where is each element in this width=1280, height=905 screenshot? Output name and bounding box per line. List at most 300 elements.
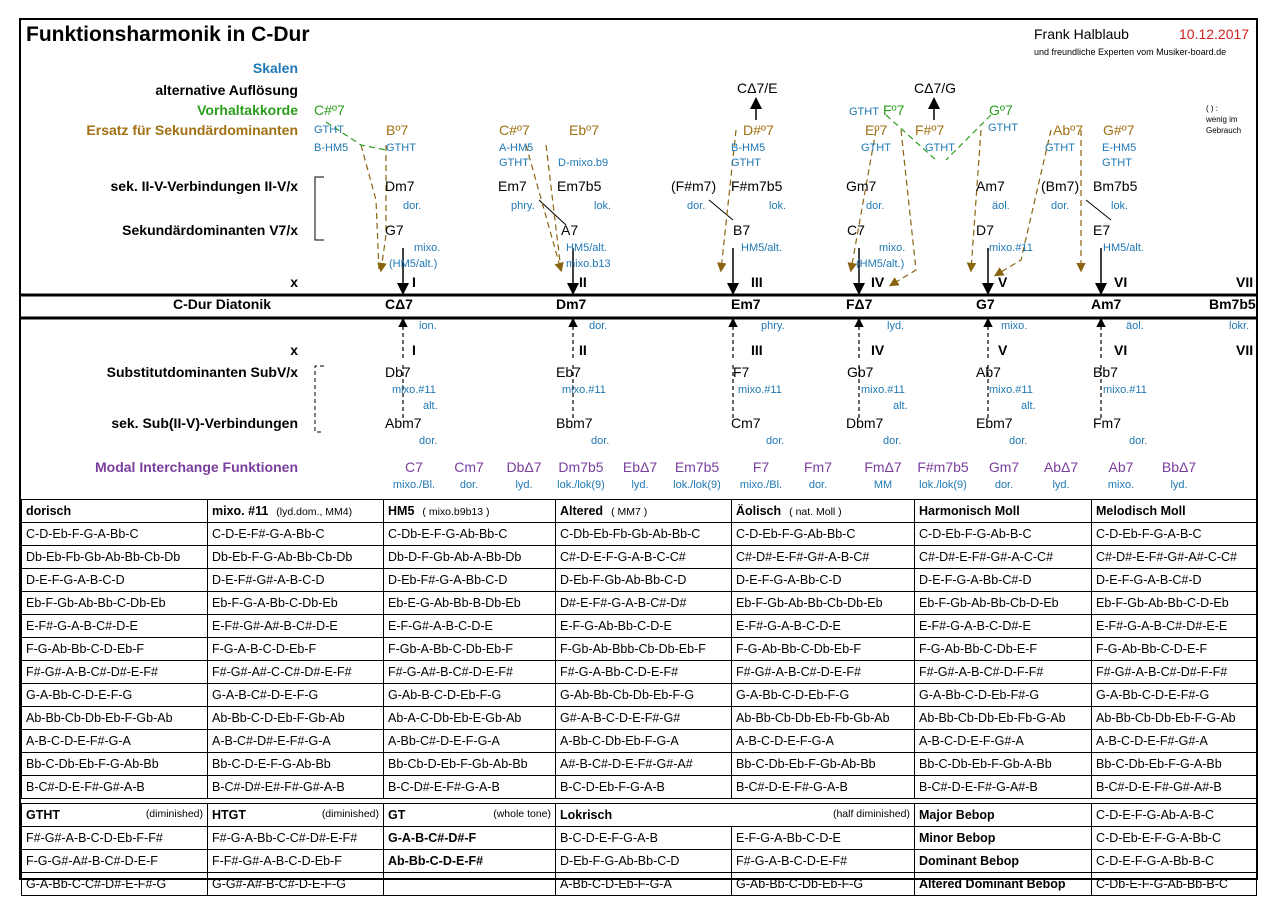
scale-ahm5: A-HM5 [499, 142, 534, 154]
scale-cell: F-G-Ab-Bb-C-Db-E-F [915, 638, 1092, 661]
table-row [22, 546, 1257, 569]
scale-cell: B-C#-D-E-F#-G-A-B [732, 776, 915, 799]
scale-cell: F#-G#-A#-C-C#-D#-E-F# [208, 661, 384, 684]
scale-gtht3: GTHT [499, 157, 529, 169]
chord-em7b5: Em7b5 [557, 178, 602, 194]
scale-header [208, 500, 384, 523]
scale-gtht7: GTHT [925, 142, 955, 154]
chart-sheet [19, 18, 1258, 891]
scale-hm5alt4: (HM5/alt.) [856, 258, 905, 270]
modal-scale: lok./lok(9) [673, 479, 721, 491]
sym-cell: F#-G-A-Bb-C-C#-D#-E-F# [208, 827, 384, 850]
chord-c7: C7 [847, 222, 865, 238]
scale-header [556, 500, 732, 523]
rn-iii: III [751, 274, 763, 290]
scale-cell: D-E-F-G-A-B-C#-D [1092, 569, 1257, 592]
scale-gtht6: GTHT [861, 142, 891, 154]
scale-header [22, 500, 208, 523]
table-row [22, 776, 1257, 799]
scale-cell: A-B-C-D-E-F-G-A [732, 730, 915, 753]
dscale-7: lokr. [1229, 320, 1250, 332]
bebop-scale: C-Db-E-F-G-Ab-Bb-B-C [1092, 873, 1257, 896]
table-row [22, 569, 1257, 592]
chord-csdim: C#º7 [499, 122, 530, 138]
scale-gtht4: GTHT [731, 157, 761, 169]
subiiv-1: Abm7 [385, 415, 422, 431]
scale-header-name: dorisch [26, 504, 72, 518]
scale-cell: C#-D#-E-F#-G#-A#-C-C# [1092, 546, 1257, 569]
modal-chord: Fm7 [804, 459, 832, 475]
chord-cd7e: CΔ7/E [737, 80, 778, 96]
sym-cell: D-Eb-F-G-Ab-Bb-C-D [556, 850, 732, 873]
scale-cell: Bb-C-Db-Eb-F-Gb-Ab-Bb [732, 753, 915, 776]
scale-cell: G-A-Bb-C-D-E-F-G [22, 684, 208, 707]
sym-header-sub: (diminished) [145, 808, 203, 820]
sym-header-sub: (diminished) [321, 808, 379, 820]
scale-lok2: lok. [769, 200, 787, 212]
sym-header-sub: (half diminished) [832, 808, 910, 820]
scale-cell: A-Bb-C-Db-Eb-F-G-A [556, 730, 732, 753]
chord-cd7g: CΔ7/G [914, 80, 957, 96]
subiiv-3: Cm7 [731, 415, 761, 431]
scale-header-name: Altered [560, 504, 604, 518]
scale-cell: C-D-E-F#-G-A-Bb-C [208, 523, 384, 546]
sym-cell: E-F-G-A-Bb-C-D-E [732, 827, 915, 850]
subv-5: Ab7 [976, 364, 1001, 380]
chord-dm7: Dm7 [385, 178, 415, 194]
scale-cell: Ab-Bb-Cb-Db-Eb-F-G-Ab [1092, 707, 1257, 730]
rn-ii: II [579, 274, 587, 290]
modal-scale: lyd. [515, 479, 533, 491]
chord-em7: Em7 [498, 178, 527, 194]
subv-3: F7 [733, 364, 750, 380]
modal-chord: Cm7 [454, 459, 484, 475]
subiiv-scale-2: dor. [591, 435, 610, 447]
scale-cell: C#-D#-E-F#-G#-A-C-C# [915, 546, 1092, 569]
scale-cell: C#-D-E-F-G-A-B-C-C# [556, 546, 732, 569]
rn2-vi: VI [1114, 342, 1128, 358]
scale-hm5alt1: (HM5/alt.) [389, 258, 438, 270]
modal-scale: dor. [459, 479, 479, 491]
scale-hm5alt2: HM5/alt. [566, 242, 607, 254]
scale-cell: G-Ab-B-C-D-Eb-F-G [384, 684, 556, 707]
scale-cell: Ab-Bb-Cb-Db-Eb-F-Gb-Ab [22, 707, 208, 730]
sym-header-name: HTGT [212, 808, 247, 822]
bebop-name: Dominant Bebop [915, 850, 1092, 873]
scale-header [732, 500, 915, 523]
scale-cell: B-C#-D-E-F#-G#-A#-B [1092, 776, 1257, 799]
sym-header-sub: (whole tone) [493, 808, 551, 820]
scale-cell: G-A-Bb-C-D-Eb-F#-G [915, 684, 1092, 707]
sym-header [556, 804, 915, 827]
table-row [22, 592, 1257, 615]
scale-gtht10: GTHT [1102, 157, 1132, 169]
note-line1: ( ) : [1206, 104, 1218, 113]
modal-scale: dor. [994, 479, 1014, 491]
rn2-iv: IV [871, 342, 885, 358]
scale-cell: Eb-F-Gb-Ab-Bb-C-Db-Eb [22, 592, 208, 615]
scale-cell: B-C#-D#-E#-F#-G#-A-B [208, 776, 384, 799]
diatonik-5: G7 [976, 296, 995, 312]
sym-cell [384, 873, 556, 896]
scale-header-sub: ( mixo.b9b13 ) [422, 506, 490, 518]
subiiv-scale-5: dor. [1009, 435, 1028, 447]
scale-mixo2: mixo. [879, 242, 906, 254]
scales-table [21, 499, 1256, 896]
dscale-6: äol. [1126, 320, 1144, 332]
note-line2: wenig im [1206, 115, 1238, 124]
subiiv-5: Ebm7 [976, 415, 1013, 431]
modal-chord: BbΔ7 [1161, 459, 1197, 475]
sym-header-name: GT [388, 808, 406, 822]
scale-cell: D#-E-F#-G-A-B-C#-D# [556, 592, 732, 615]
scale-cell: D-Eb-F#-G-A-Bb-C-D [384, 569, 556, 592]
scale-cell: E-F#-G-A-B-C#-D#-E-E [1092, 615, 1257, 638]
bebop-scale: C-D-Eb-E-F-G-A-Bb-C [1092, 827, 1257, 850]
table-row [22, 523, 1257, 546]
rn-i: I [412, 274, 416, 290]
scale-cell: G-A-Bb-C-D-E-F#-G [1092, 684, 1257, 707]
subv-scale-4: mixo.#11 [861, 384, 905, 396]
scale-cell: F#-G#-A-B-C#-D-E-F# [732, 661, 915, 684]
label-alt: alternative Auflösung [155, 82, 298, 98]
sym-cell: B-C-D-E-F-G-A-B [556, 827, 732, 850]
scale-header-name: Melodisch Moll [1096, 504, 1186, 518]
scale-cell: Eb-E-G-Ab-Bb-B-Db-Eb [384, 592, 556, 615]
scale-cell: Bb-C-Db-Eb-F-G-A-Bb [1092, 753, 1257, 776]
scale-cell: G-A-B-C#-D-E-F-G [208, 684, 384, 707]
subv-scale-3: mixo.#11 [738, 384, 782, 396]
modal-chord: Ab7 [1108, 459, 1134, 475]
scale-header-name: HM5 [388, 504, 415, 518]
diatonik-4: FΔ7 [846, 296, 873, 312]
dscale-4: lyd. [887, 320, 905, 332]
scale-header [1092, 500, 1257, 523]
author: Frank Halblaub [1034, 26, 1129, 42]
bebop-name: Minor Bebop [915, 827, 1092, 850]
table-row [22, 850, 1257, 873]
rn2-ii: II [579, 342, 587, 358]
scale-ehm5: E-HM5 [1102, 142, 1137, 154]
chord-dsdim: D#º7 [743, 122, 774, 138]
scale-cell: F#-G#-A-B-C#-D#-E-F# [22, 661, 208, 684]
subv-6: Bb7 [1093, 364, 1118, 380]
scale-cell: Ab-Bb-Cb-Db-Eb-Fb-G-Ab [915, 707, 1092, 730]
subv-4: Gb7 [847, 364, 874, 380]
chord-bm7: (Bm7) [1041, 178, 1080, 194]
scale-cell: Ab-A-C-Db-Eb-E-Gb-Ab [384, 707, 556, 730]
rn-vi: VI [1114, 274, 1128, 290]
scale-cell: A-B-C-D-E-F#-G#-A [1092, 730, 1257, 753]
scale-gtht9: GTHT [1045, 142, 1075, 154]
scale-header [915, 500, 1092, 523]
modal-chord: F#m7b5 [917, 459, 969, 475]
rn2-iii: III [751, 342, 763, 358]
credit: und freundliche Experten vom Musiker-board.de [1034, 47, 1227, 57]
scale-header-name: Harmonisch Moll [919, 504, 1020, 518]
bebop-scale: C-D-E-F-G-Ab-A-B-C [1092, 804, 1257, 827]
label-subiiv: sek. Sub(II-V)-Verbindungen [111, 415, 298, 431]
subiiv-scale-1: dor. [419, 435, 438, 447]
label-skalen: Skalen [252, 60, 298, 76]
scale-cell: B-C-D-Eb-F-G-A-B [556, 776, 732, 799]
subv-2: Eb7 [556, 364, 581, 380]
scale-cell: F-G-Ab-Bb-C-D-Eb-F [22, 638, 208, 661]
chord-a7: A7 [561, 222, 579, 238]
diatonik-3: Em7 [731, 296, 761, 312]
page-title: Funktionsharmonik in C-Dur [26, 23, 310, 46]
table-row [22, 615, 1257, 638]
table-row [22, 730, 1257, 753]
modal-scale: lyd. [1170, 479, 1188, 491]
chord-e7: E7 [1093, 222, 1111, 238]
chord-fsm7b5: F#m7b5 [731, 178, 783, 194]
scale-cell: Bb-C-Db-Eb-F-Gb-A-Bb [915, 753, 1092, 776]
chord-am7: Am7 [976, 178, 1005, 194]
scale-cell: B-C-D#-E-F#-G-A-B [384, 776, 556, 799]
scale-cell: G-A-Bb-C-D-Eb-F-G [732, 684, 915, 707]
scale-cell: A-B-C-D-E-F-G#-A [915, 730, 1092, 753]
modal-scale: mixo./Bl. [739, 479, 783, 491]
scale-cell: F#-G-A#-B-C#-D-E-F# [384, 661, 556, 684]
scale-cell: D-E-F#-G#-A-B-C-D [208, 569, 384, 592]
label-subv: Substitutdominanten SubV/x [106, 364, 298, 380]
chord-abdim: Abº7 [1053, 122, 1084, 138]
alt-1: alt. [423, 400, 438, 412]
label-vorhalt: Vorhaltakkorde [197, 102, 298, 118]
table-row [22, 638, 1257, 661]
sym-cell: F#-G#-A-B-C-D-Eb-F-F# [22, 827, 208, 850]
scale-bhm5b: B-HM5 [731, 142, 766, 154]
scale-gtht2: GTHT [386, 142, 416, 154]
diatonik-2: Dm7 [556, 296, 587, 312]
scale-cell: G-Ab-Bb-Cb-Db-Eb-F-G [556, 684, 732, 707]
sym-header-name: Lokrisch [560, 808, 613, 822]
alt-2: alt. [893, 400, 908, 412]
scale-cell: B-C#-D-E-F#-G-A#-B [915, 776, 1092, 799]
dscale-3: phry. [761, 320, 785, 332]
scale-hm5alt3: HM5/alt. [741, 242, 782, 254]
scale-dor3: dor. [866, 200, 885, 212]
rn2-v: V [998, 342, 1008, 358]
scale-cell: F-G-A-B-C-D-Eb-F [208, 638, 384, 661]
modal-scale: dor. [808, 479, 828, 491]
chord-fsdim: F#º7 [915, 122, 945, 138]
subiiv-scale-3: dor. [766, 435, 785, 447]
dscale-1: ion. [419, 320, 437, 332]
scale-mixob13: mixo.b13 [566, 258, 611, 270]
scale-hm5alt5: HM5/alt. [1103, 242, 1144, 254]
dscale-2: dor. [589, 320, 608, 332]
subv-scale-6: mixo.#11 [1103, 384, 1147, 396]
scale-cell: E-F-G#-A-B-C-D-E [384, 615, 556, 638]
scale-mixo1: mixo. [414, 242, 441, 254]
scale-gtht5: GTHT [849, 106, 879, 118]
scale-cell: E-F-G-Ab-Bb-C-D-E [556, 615, 732, 638]
note-line3: Gebrauch [1206, 126, 1242, 135]
scale-cell: D-E-F-G-A-Bb-C-D [732, 569, 915, 592]
date: 10.12.2017 [1179, 26, 1250, 42]
scale-header-sub: ( MM7 ) [611, 506, 648, 518]
chord-g7: G7 [385, 222, 404, 238]
sym-header [22, 804, 208, 827]
rn2-vii: VII [1236, 342, 1254, 358]
scale-cell: Bb-Cb-D-Eb-F-Gb-Ab-Bb [384, 753, 556, 776]
scale-cell: D-E-F-G-A-B-C-D [22, 569, 208, 592]
scale-cell: E-F#-G-A-B-C#-D-E [22, 615, 208, 638]
scale-cell: Db-Eb-Fb-Gb-Ab-Bb-Cb-Db [22, 546, 208, 569]
sym-cell: A-Bb-C-D-Eb-F-G-A [556, 873, 732, 896]
scale-cell: F#-G-A-Bb-C-D-E-F# [556, 661, 732, 684]
table-row [22, 827, 1257, 850]
sym-cell: Ab-Bb-C-D-E-F# [384, 850, 556, 873]
scale-cell: A-Bb-C#-D-E-F-G-A [384, 730, 556, 753]
symmetric-grid [21, 803, 1257, 896]
sym-cell: G-G#-A#-B-C#-D-E-F-G [208, 873, 384, 896]
rn-v: V [998, 274, 1008, 290]
scale-gtht8: GTHT [988, 122, 1018, 134]
chord-gm7: Gm7 [846, 178, 877, 194]
label-x: x [290, 274, 298, 290]
sym-header-name: GTHT [26, 808, 61, 822]
chord-gdim: Gº7 [989, 102, 1013, 118]
scale-header-name: Äolisch [736, 504, 782, 518]
modal-chord: DbΔ7 [506, 459, 542, 475]
scale-cell: A-B-C-D-E-F#-G-A [22, 730, 208, 753]
sym-cell: F-G-G#-A#-B-C#-D-E-F [22, 850, 208, 873]
rn-iv: IV [871, 274, 885, 290]
modal-scale: lyd. [631, 479, 649, 491]
scale-header [384, 500, 556, 523]
scale-mixo11: mixo.#11 [989, 242, 1033, 254]
modal-scale: lok./lok(9) [919, 479, 967, 491]
scale-dor1: dor. [403, 200, 422, 212]
chord-edim: Eº7 [865, 122, 888, 138]
scale-cell: C-D-Eb-F-G-Ab-B-C [915, 523, 1092, 546]
scale-cell: Db-Eb-F-G-Ab-Bb-Cb-Db [208, 546, 384, 569]
label-v7: Sekundärdominanten V7/x [122, 222, 298, 238]
diatonik-1: CΔ7 [385, 296, 413, 312]
dscale-5: mixo. [1001, 320, 1028, 332]
label-modal: Modal Interchange Funktionen [94, 459, 298, 475]
scale-cell: E-F#-G-A-B-C-D-E [732, 615, 915, 638]
scale-cell: C#-D#-E-F#-G#-A-B-C# [732, 546, 915, 569]
scale-cell: Eb-F-Gb-Ab-Bb-Cb-Db-Eb [732, 592, 915, 615]
label-sek: sek. II-V-Verbindungen II-V/x [110, 178, 298, 194]
scale-cell: Eb-F-G-A-Bb-C-Db-Eb [208, 592, 384, 615]
scale-cell: D-Eb-F-Gb-Ab-Bb-C-D [556, 569, 732, 592]
scale-cell: F-G-Ab-Bb-C-Db-Eb-F [732, 638, 915, 661]
sym-cell: F-F#-G#-A-B-C-D-Eb-F [208, 850, 384, 873]
diatonik-7: Bm7b5 [1209, 296, 1256, 312]
scale-cell: B-C#-D-E-F#-G#-A-B [22, 776, 208, 799]
scale-cell: C-Db-E-F-G-Ab-Bb-C [384, 523, 556, 546]
scale-cell: F-Gb-A-Bb-C-Db-Eb-F [384, 638, 556, 661]
scale-cell: A-B-C#-D#-E-F#-G-A [208, 730, 384, 753]
subiiv-scale-4: dor. [883, 435, 902, 447]
scale-cell: Bb-C-D-E-F-G-Ab-Bb [208, 753, 384, 776]
chord-cdim: C#º7 [314, 102, 345, 118]
sym-header [208, 804, 384, 827]
sym-cell: F#-G-A-B-C-D-E-F# [732, 850, 915, 873]
scale-header-sub: ( nat. Moll ) [789, 506, 842, 518]
table-row [22, 707, 1257, 730]
scale-cell: Db-D-F-Gb-Ab-A-Bb-Db [384, 546, 556, 569]
chord-fdim: Fº7 [883, 102, 905, 118]
scale-aol1: äol. [992, 200, 1010, 212]
scale-lok3: lok. [1111, 200, 1129, 212]
label-ersatz: Ersatz für Sekundärdominanten [86, 122, 298, 138]
scale-cell: F#-G#-A-B-C#-D#-F-F# [1092, 661, 1257, 684]
chord-ebdim: Ebº7 [569, 122, 600, 138]
subiiv-scale-6: dor. [1129, 435, 1148, 447]
chord-fsm7: (F#m7) [671, 178, 717, 194]
chord-b7: B7 [733, 222, 751, 238]
scales-grid [21, 499, 1257, 799]
modal-scale: mixo./Bl. [392, 479, 436, 491]
label-diatonik: C-Dur Diatonik [173, 296, 271, 312]
scale-header-sub: (lyd.dom., MM4) [276, 506, 353, 518]
scale-dor4: dor. [1051, 200, 1070, 212]
scale-dmixo: D-mixo.b9 [558, 157, 609, 169]
subv-scale-5: mixo.#11 [989, 384, 1033, 396]
subv-1: Db7 [385, 364, 411, 380]
scale-cell: E-F#-G#-A#-B-C#-D-E [208, 615, 384, 638]
scale-cell: F#-G#-A-B-C#-D-F-F# [915, 661, 1092, 684]
table-row [22, 661, 1257, 684]
table-row [22, 753, 1257, 776]
table-row [22, 684, 1257, 707]
scale-cell: Eb-F-Gb-Ab-Bb-Cb-D-Eb [915, 592, 1092, 615]
bebop-scale: C-D-E-F-G-A-Bb-B-C [1092, 850, 1257, 873]
modal-chord: FmΔ7 [864, 459, 902, 475]
modal-chord: F7 [752, 459, 770, 475]
modal-scale: MM [873, 479, 893, 491]
bebop-name: Major Bebop [915, 804, 1092, 827]
modal-chord: EbΔ7 [622, 459, 658, 475]
subiiv-2: Bbm7 [556, 415, 593, 431]
modal-chord: C7 [405, 459, 423, 475]
modal-scale: lyd. [1052, 479, 1070, 491]
scale-cell: C-Db-Eb-Fb-Gb-Ab-Bb-C [556, 523, 732, 546]
scale-dor2: dor. [687, 200, 706, 212]
scale-cell: C-D-Eb-F-G-A-B-C [1092, 523, 1257, 546]
chord-bdim: Bº7 [386, 122, 409, 138]
rn-vii: VII [1236, 274, 1254, 290]
rn2-i: I [412, 342, 416, 358]
modal-chord: AbΔ7 [1043, 459, 1079, 475]
scale-lok1: lok. [594, 200, 612, 212]
subv-scale-2: mixo.#11 [562, 384, 606, 396]
scale-cell: A#-B-C#-D-E-F#-G#-A# [556, 753, 732, 776]
scale-cell: C-D-Eb-F-G-Ab-Bb-C [732, 523, 915, 546]
chord-gsdim: G#º7 [1103, 122, 1135, 138]
bebop-name: Altered Dominant Bebop [915, 873, 1092, 896]
scale-cell: F-Gb-Ab-Bbb-Cb-Db-Eb-F [556, 638, 732, 661]
table-row [22, 873, 1257, 896]
sym-cell: G-A-B-C#-D#-F [384, 827, 556, 850]
sym-header [384, 804, 556, 827]
subiiv-4: Dbm7 [846, 415, 884, 431]
scale-header-name: mixo. #11 [212, 504, 269, 518]
scale-cell: Ab-Bb-Cb-Db-Eb-Fb-Gb-Ab [732, 707, 915, 730]
scale-phry1: phry. [511, 200, 535, 212]
chord-bm7b5: Bm7b5 [1093, 178, 1138, 194]
alt-3: alt. [1021, 400, 1036, 412]
scale-cell: G#-A-B-C-D-E-F#-G# [556, 707, 732, 730]
modal-chord: Dm7b5 [558, 459, 604, 475]
label-x2: x [290, 342, 298, 358]
